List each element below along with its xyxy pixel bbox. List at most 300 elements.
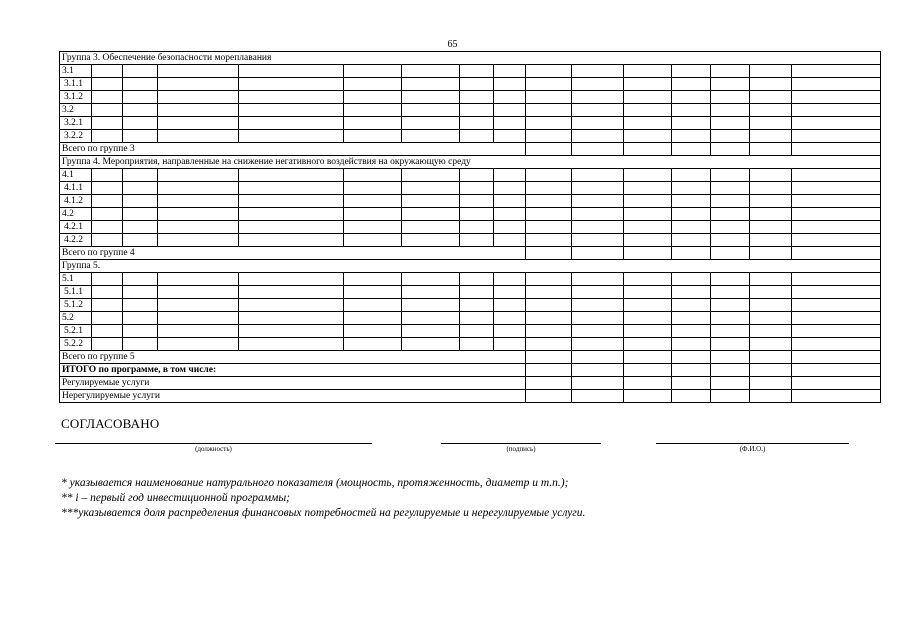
table-row <box>60 312 881 325</box>
table-cell <box>750 208 791 221</box>
table-cell <box>459 273 493 286</box>
table-cell <box>123 182 158 195</box>
table-cell <box>493 208 525 221</box>
table-cell <box>343 325 401 338</box>
table-cell <box>624 247 672 260</box>
table-cell <box>343 65 401 78</box>
table-cell <box>750 78 791 91</box>
table-cell <box>624 390 672 403</box>
group-heading: Группа 4. Мероприятия, направленные на снижение негативного воздействия на окружающую среду <box>60 156 881 169</box>
table-cell <box>624 208 672 221</box>
table-cell <box>572 143 624 156</box>
table-cell <box>791 286 880 299</box>
table-cell <box>123 286 158 299</box>
table-cell <box>572 91 624 104</box>
table-cell <box>671 91 710 104</box>
position-caption: (должность) <box>195 445 232 453</box>
table-cell <box>158 338 239 351</box>
table-cell <box>493 312 525 325</box>
table-cell <box>343 195 401 208</box>
table-cell <box>624 338 672 351</box>
table-cell <box>791 247 880 260</box>
table-cell <box>572 377 624 390</box>
table-cell <box>671 234 710 247</box>
table-cell <box>671 195 710 208</box>
table-cell <box>572 221 624 234</box>
table-cell <box>791 312 880 325</box>
table-cell <box>493 65 525 78</box>
table-cell <box>123 130 158 143</box>
table-cell <box>158 65 239 78</box>
table-cell <box>493 325 525 338</box>
table-cell <box>671 299 710 312</box>
table-row <box>60 182 881 195</box>
table-cell <box>343 91 401 104</box>
table-cell <box>158 195 239 208</box>
row-label: 3.1.1 <box>60 78 92 91</box>
footnote-1: * указывается наименование натурального показателя (мощность, протяженность, диаметр и т.п.); <box>61 477 569 489</box>
table-cell <box>791 390 880 403</box>
table-cell <box>711 65 750 78</box>
table-cell <box>493 130 525 143</box>
table-cell <box>791 377 880 390</box>
table-cell <box>671 351 710 364</box>
table-cell <box>525 117 572 130</box>
table-cell <box>572 117 624 130</box>
table-cell <box>92 325 123 338</box>
table-cell <box>493 91 525 104</box>
table-cell <box>711 234 750 247</box>
table-cell <box>343 78 401 91</box>
table-cell <box>791 299 880 312</box>
table-cell <box>343 234 401 247</box>
table-row <box>60 377 881 390</box>
table-cell <box>525 130 572 143</box>
table-cell <box>572 273 624 286</box>
table-cell <box>92 78 123 91</box>
table-cell <box>239 221 344 234</box>
table-cell <box>750 182 791 195</box>
table-cell <box>624 182 672 195</box>
table-cell <box>624 273 672 286</box>
table-row <box>60 65 881 78</box>
table-cell <box>525 208 572 221</box>
table-cell <box>239 208 344 221</box>
table-row <box>60 234 881 247</box>
table-cell <box>459 117 493 130</box>
table-cell <box>401 130 459 143</box>
table-row <box>60 260 881 273</box>
table-cell <box>525 325 572 338</box>
group-heading: Группа 3. Обеспечение безопасности мореплавания <box>60 52 881 65</box>
table-cell <box>401 338 459 351</box>
table-cell <box>459 221 493 234</box>
table-cell <box>239 234 344 247</box>
table-cell <box>791 351 880 364</box>
table-cell <box>525 364 572 377</box>
table-row <box>60 195 881 208</box>
table-cell <box>158 91 239 104</box>
table-cell <box>572 208 624 221</box>
table-cell <box>791 104 880 117</box>
table-cell <box>791 195 880 208</box>
table-cell <box>92 117 123 130</box>
table-cell <box>239 65 344 78</box>
row-label: 4.1.1 <box>60 182 92 195</box>
total-label: ИТОГО по программе, в том числе: <box>60 364 526 377</box>
table-cell <box>572 130 624 143</box>
table-cell <box>791 325 880 338</box>
table-cell <box>572 182 624 195</box>
table-cell <box>525 182 572 195</box>
table-cell <box>624 143 672 156</box>
table-cell <box>750 104 791 117</box>
total-label: Всего по группе 3 <box>60 143 526 156</box>
table-cell <box>711 91 750 104</box>
table-cell <box>624 195 672 208</box>
table-cell <box>158 104 239 117</box>
table-row <box>60 130 881 143</box>
table-cell <box>92 221 123 234</box>
table-cell <box>459 234 493 247</box>
table-cell <box>791 130 880 143</box>
table-row <box>60 208 881 221</box>
table-cell <box>624 351 672 364</box>
table-cell <box>791 78 880 91</box>
table-cell <box>493 169 525 182</box>
table-cell <box>343 299 401 312</box>
table-cell <box>525 351 572 364</box>
table-cell <box>158 312 239 325</box>
table-cell <box>459 338 493 351</box>
footnotes <box>61 476 585 521</box>
table-cell <box>123 338 158 351</box>
table-cell <box>92 169 123 182</box>
table-cell <box>401 234 459 247</box>
table-cell <box>493 338 525 351</box>
table-cell <box>123 91 158 104</box>
table-cell <box>239 286 344 299</box>
table-cell <box>671 117 710 130</box>
table-cell <box>624 221 672 234</box>
table-cell <box>671 273 710 286</box>
table-row <box>60 169 881 182</box>
table-cell <box>711 247 750 260</box>
table-cell <box>750 325 791 338</box>
name-signature-line <box>656 443 849 444</box>
row-label: 4.1.2 <box>60 195 92 208</box>
table-cell <box>750 286 791 299</box>
table-cell <box>493 104 525 117</box>
table-cell <box>525 286 572 299</box>
table-cell <box>671 143 710 156</box>
table-cell <box>123 312 158 325</box>
table-cell <box>525 247 572 260</box>
table-cell <box>92 195 123 208</box>
table-row <box>60 221 881 234</box>
table-cell <box>123 104 158 117</box>
table-cell <box>525 143 572 156</box>
table-cell <box>711 221 750 234</box>
table-cell <box>624 325 672 338</box>
table-cell <box>239 273 344 286</box>
table-cell <box>158 78 239 91</box>
table-cell <box>624 312 672 325</box>
table-cell <box>711 273 750 286</box>
table-cell <box>711 130 750 143</box>
table-cell <box>791 273 880 286</box>
table-cell <box>123 65 158 78</box>
table-cell <box>624 286 672 299</box>
table-cell <box>791 169 880 182</box>
table-cell <box>750 377 791 390</box>
table-cell <box>750 65 791 78</box>
table-cell <box>750 130 791 143</box>
table-cell <box>459 182 493 195</box>
table-cell <box>671 78 710 91</box>
table-cell <box>459 104 493 117</box>
table-cell <box>711 364 750 377</box>
investment-program-table <box>59 51 881 403</box>
table-cell <box>624 299 672 312</box>
table-cell <box>239 182 344 195</box>
table-cell <box>239 312 344 325</box>
row-label: 4.2.1 <box>60 221 92 234</box>
table-cell <box>158 117 239 130</box>
table-cell <box>401 195 459 208</box>
table-cell <box>791 143 880 156</box>
name-caption: (Ф.И.О.) <box>739 445 766 453</box>
table-cell <box>572 312 624 325</box>
table-row <box>60 390 881 403</box>
table-cell <box>525 234 572 247</box>
table-cell <box>239 78 344 91</box>
table-cell <box>459 325 493 338</box>
table-cell <box>493 182 525 195</box>
table-cell <box>158 234 239 247</box>
table-cell <box>493 78 525 91</box>
table-cell <box>750 338 791 351</box>
table-cell <box>158 299 239 312</box>
table-cell <box>401 286 459 299</box>
group-heading: Группа 5. <box>60 260 881 273</box>
table-cell <box>572 364 624 377</box>
table-cell <box>624 234 672 247</box>
table-cell <box>572 299 624 312</box>
table-cell <box>671 130 710 143</box>
table-cell <box>525 299 572 312</box>
table-cell <box>572 338 624 351</box>
row-label: 3.1 <box>60 65 92 78</box>
table-cell <box>239 91 344 104</box>
table-cell <box>750 273 791 286</box>
row-label: 5.1.1 <box>60 286 92 299</box>
table-cell <box>239 130 344 143</box>
table-cell <box>791 182 880 195</box>
table-cell <box>525 338 572 351</box>
table-cell <box>711 182 750 195</box>
table-cell <box>525 221 572 234</box>
table-cell <box>158 273 239 286</box>
table-cell <box>711 117 750 130</box>
table-cell <box>750 195 791 208</box>
table-cell <box>92 273 123 286</box>
table-cell <box>123 78 158 91</box>
table-cell <box>750 169 791 182</box>
table-cell <box>401 169 459 182</box>
table-cell <box>750 91 791 104</box>
table-cell <box>92 91 123 104</box>
table-cell <box>671 325 710 338</box>
table-cell <box>493 221 525 234</box>
table-cell <box>343 221 401 234</box>
table-cell <box>750 143 791 156</box>
table-row <box>60 338 881 351</box>
table-row <box>60 247 881 260</box>
table-cell <box>459 78 493 91</box>
table-cell <box>525 65 572 78</box>
table-cell <box>158 325 239 338</box>
table-cell <box>401 221 459 234</box>
table-cell <box>401 273 459 286</box>
table-cell <box>493 299 525 312</box>
table-cell <box>671 169 710 182</box>
total-label: Регулируемые услуги <box>60 377 526 390</box>
table-cell <box>624 65 672 78</box>
table-row <box>60 325 881 338</box>
table-cell <box>343 182 401 195</box>
signature-caption: (подпись) <box>506 445 536 453</box>
row-label: 3.2.2 <box>60 130 92 143</box>
footnote-3: ***указывается доля распределения финансовых потребностей на регулируемые и нерегулируемые услуги. <box>61 507 586 519</box>
table-row <box>60 351 881 364</box>
table-row <box>60 78 881 91</box>
table-cell <box>123 208 158 221</box>
table-cell <box>624 91 672 104</box>
table-cell <box>750 312 791 325</box>
table-cell <box>711 312 750 325</box>
table-cell <box>671 286 710 299</box>
table-cell <box>750 364 791 377</box>
row-label: 3.2 <box>60 104 92 117</box>
table-cell <box>92 65 123 78</box>
table-row <box>60 91 881 104</box>
table-cell <box>711 169 750 182</box>
table-cell <box>624 169 672 182</box>
table-row <box>60 299 881 312</box>
table-cell <box>791 91 880 104</box>
table-cell <box>92 208 123 221</box>
table-cell <box>711 286 750 299</box>
table-cell <box>750 221 791 234</box>
table-cell <box>791 364 880 377</box>
table-cell <box>572 104 624 117</box>
table-cell <box>239 117 344 130</box>
table-row <box>60 143 881 156</box>
table-cell <box>401 299 459 312</box>
table-row <box>60 52 881 65</box>
table-cell <box>671 390 710 403</box>
table-cell <box>401 91 459 104</box>
table-cell <box>671 377 710 390</box>
table-cell <box>401 65 459 78</box>
table-cell <box>92 104 123 117</box>
table-cell <box>572 351 624 364</box>
table-cell <box>343 208 401 221</box>
table-cell <box>572 286 624 299</box>
table-cell <box>343 130 401 143</box>
table-cell <box>459 130 493 143</box>
table-cell <box>572 247 624 260</box>
table-cell <box>572 78 624 91</box>
table-cell <box>239 325 344 338</box>
row-label: 4.2.2 <box>60 234 92 247</box>
table-cell <box>624 104 672 117</box>
table-cell <box>92 286 123 299</box>
table-cell <box>239 169 344 182</box>
table-cell <box>123 273 158 286</box>
table-cell <box>123 325 158 338</box>
table-cell <box>750 247 791 260</box>
table-cell <box>239 195 344 208</box>
table-cell <box>711 338 750 351</box>
table-cell <box>343 286 401 299</box>
table-cell <box>459 169 493 182</box>
table-cell <box>401 104 459 117</box>
table-cell <box>343 273 401 286</box>
table-cell <box>791 117 880 130</box>
table-cell <box>671 104 710 117</box>
row-label: 5.1.2 <box>60 299 92 312</box>
table-cell <box>572 65 624 78</box>
table-cell <box>123 221 158 234</box>
table-cell <box>711 208 750 221</box>
table-cell <box>525 78 572 91</box>
table-cell <box>711 104 750 117</box>
table-cell <box>92 182 123 195</box>
table-cell <box>459 208 493 221</box>
table-cell <box>525 312 572 325</box>
table-cell <box>123 169 158 182</box>
table-cell <box>711 299 750 312</box>
table-cell <box>791 208 880 221</box>
table-cell <box>624 117 672 130</box>
table-cell <box>750 390 791 403</box>
table-cell <box>401 78 459 91</box>
approved-heading: СОГЛАСОВАНО <box>61 416 160 431</box>
table-cell <box>525 195 572 208</box>
table-cell <box>624 364 672 377</box>
table-cell <box>711 390 750 403</box>
row-label: 4.2 <box>60 208 92 221</box>
table-cell <box>239 299 344 312</box>
signature-line <box>441 443 601 444</box>
table-cell <box>92 312 123 325</box>
table-cell <box>671 247 710 260</box>
table-cell <box>401 312 459 325</box>
table-cell <box>123 234 158 247</box>
table-cell <box>671 338 710 351</box>
table-cell <box>343 117 401 130</box>
table-cell <box>158 130 239 143</box>
total-label: Нерегулируемые услуги <box>60 390 526 403</box>
total-label: Всего по группе 4 <box>60 247 526 260</box>
table-cell <box>711 351 750 364</box>
table-row <box>60 364 881 377</box>
page-number: 65 <box>447 39 458 50</box>
total-label: Всего по группе 5 <box>60 351 526 364</box>
table-cell <box>459 299 493 312</box>
